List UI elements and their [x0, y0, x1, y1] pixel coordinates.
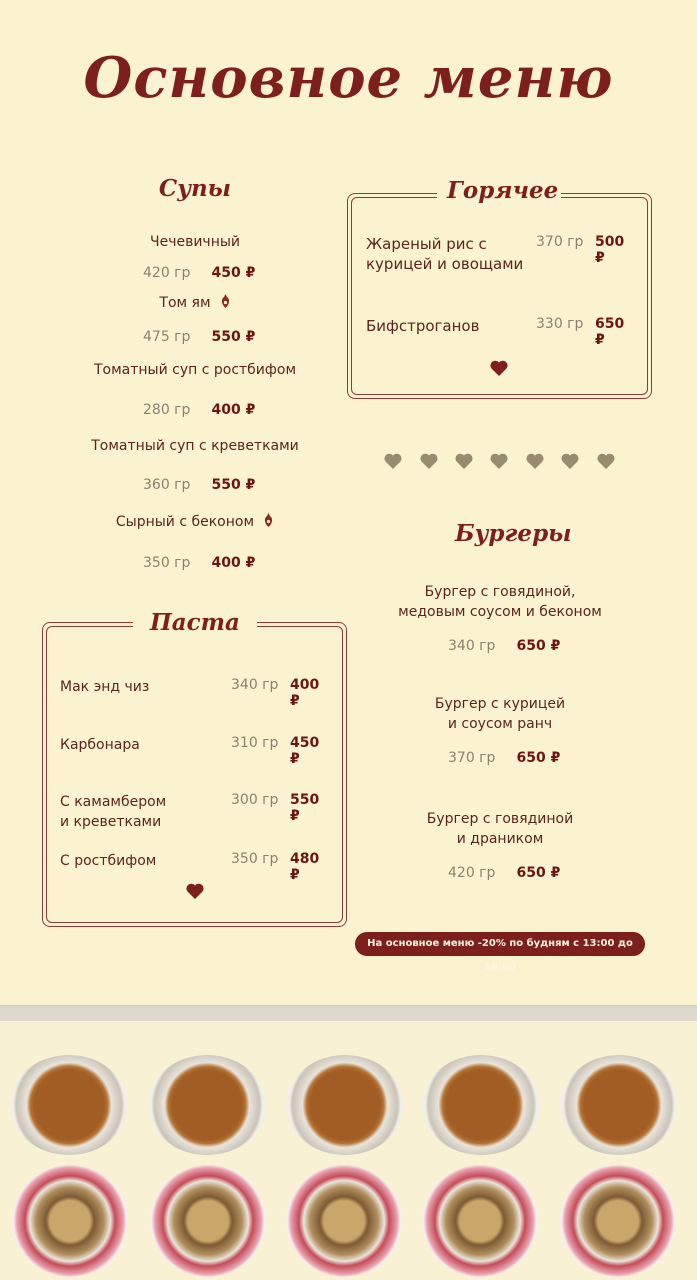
pasta-item-2: [60, 735, 330, 767]
hot-weight: 330 гр: [536, 316, 584, 332]
soups-title: Супы: [145, 175, 245, 202]
soup-weight: 475 гр: [143, 329, 191, 345]
soup-item-5: [60, 511, 330, 532]
pasta-weight: 350 гр: [231, 851, 279, 867]
heart-icon: [384, 453, 402, 469]
pasta-name: С ростбифом: [60, 853, 157, 869]
soup-weight: 280 гр: [143, 402, 191, 418]
soup-price-row-1: [143, 262, 263, 281]
pasta-name: Мак энд чиз: [60, 679, 150, 695]
soup-price-row-3: [143, 399, 263, 418]
soup-price: 550 ₽: [211, 477, 256, 493]
pasta-price: 400 ₽: [290, 677, 320, 709]
salad-dish-image[interactable]: [150, 1165, 266, 1277]
heart-icon: [490, 360, 508, 376]
soup-price: 400 ₽: [211, 402, 256, 418]
pasta-item-4: [60, 851, 330, 883]
burger-price: 650 ₽: [516, 638, 561, 654]
hot-item-1: [366, 234, 636, 274]
soup-dish-image[interactable]: [10, 1055, 128, 1155]
burger-price-row-3: [448, 862, 568, 881]
pasta-weight: 310 гр: [231, 735, 279, 751]
hot-name: курицей и овощами: [366, 255, 524, 273]
soup-weight: 360 гр: [143, 477, 191, 493]
pasta-price: 450 ₽: [290, 735, 320, 767]
heart-icon: [455, 453, 473, 469]
burger-price-row-1: [448, 635, 568, 654]
hot-name: Бифстроганов: [366, 317, 480, 335]
salad-dish-image[interactable]: [560, 1165, 676, 1277]
soup-name: Томатный суп с ростбифом: [93, 362, 297, 378]
burger-name: и соусом ранч: [447, 716, 553, 732]
burger-name: Бургер с курицей: [434, 696, 566, 712]
salad-dish-image[interactable]: [286, 1165, 402, 1277]
soup-price: 400 ₽: [211, 555, 256, 571]
dish-thumbnails: [0, 1021, 697, 1280]
burger-weight: 370 гр: [448, 750, 496, 766]
heart-icon: [526, 453, 544, 469]
soup-weight: 420 гр: [143, 265, 191, 281]
chili-icon: [263, 513, 274, 527]
soup-item-4: [60, 436, 330, 456]
burger-name: медовым соусом и беконом: [398, 604, 602, 620]
soup-dish-image[interactable]: [422, 1055, 540, 1155]
burger-name: Бургер с говядиной,: [424, 584, 576, 600]
pasta-item-3: [60, 792, 330, 832]
burgers-title: Бургеры: [445, 520, 555, 547]
soup-name: Том ям: [159, 295, 211, 311]
discount-banner: На основное меню -20% по будням с 13:00 до 16:00: [355, 932, 645, 956]
soup-name: Сырный с беконом: [115, 514, 255, 530]
soup-dish-image[interactable]: [148, 1055, 266, 1155]
burger-name: Бургер с говядиной: [426, 811, 574, 827]
chili-icon: [220, 294, 231, 308]
burger-weight: 420 гр: [448, 865, 496, 881]
hot-name: Жареный рис с: [366, 235, 487, 253]
soup-weight: 350 гр: [143, 555, 191, 571]
soup-item-2: [60, 292, 330, 313]
pasta-weight: 300 гр: [231, 792, 279, 808]
hot-item-2: [366, 316, 636, 348]
burger-price: 650 ₽: [516, 865, 561, 881]
soup-name: Томатный суп с креветками: [91, 438, 299, 454]
soup-price-row-4: [143, 474, 263, 493]
burger-item-1: [365, 582, 635, 622]
soup-item-1: [60, 232, 330, 252]
soup-dish-image[interactable]: [560, 1055, 678, 1155]
pasta-name: и креветками: [60, 814, 162, 830]
burger-item-3: [365, 809, 635, 849]
pasta-item-1: [60, 677, 330, 709]
soup-price: 550 ₽: [211, 329, 256, 345]
burger-name: и драником: [456, 831, 544, 847]
soup-name: Чечевичный: [149, 234, 241, 250]
soup-price-row-5: [143, 552, 263, 571]
pasta-name: С камамбером: [60, 794, 167, 810]
pasta-weight: 340 гр: [231, 677, 279, 693]
burger-price: 650 ₽: [516, 750, 561, 766]
hot-title: Горячее: [437, 177, 561, 204]
section-divider: [0, 1005, 697, 1021]
hot-price: 500 ₽: [595, 234, 625, 266]
pasta-title: Паста: [133, 609, 257, 636]
heart-icon: [597, 453, 615, 469]
salad-dish-image[interactable]: [422, 1165, 538, 1277]
heart-icon: [561, 453, 579, 469]
burger-item-2: [365, 694, 635, 734]
heart-icon: [490, 453, 508, 469]
soup-dish-image[interactable]: [286, 1055, 404, 1155]
heart-icon: [420, 453, 438, 469]
soup-item-3: [60, 360, 330, 380]
hot-price: 650 ₽: [595, 316, 625, 348]
page-title: Основное меню: [83, 45, 614, 111]
burger-weight: 340 гр: [448, 638, 496, 654]
burger-price-row-2: [448, 747, 568, 766]
pasta-price: 550 ₽: [290, 792, 320, 824]
pasta-name: Карбонара: [60, 737, 140, 753]
soup-price: 450 ₽: [211, 265, 256, 281]
soup-price-row-2: [143, 326, 263, 345]
pasta-price: 480 ₽: [290, 851, 320, 883]
hot-weight: 370 гр: [536, 234, 584, 250]
heart-icon: [186, 883, 204, 899]
salad-dish-image[interactable]: [12, 1165, 128, 1277]
